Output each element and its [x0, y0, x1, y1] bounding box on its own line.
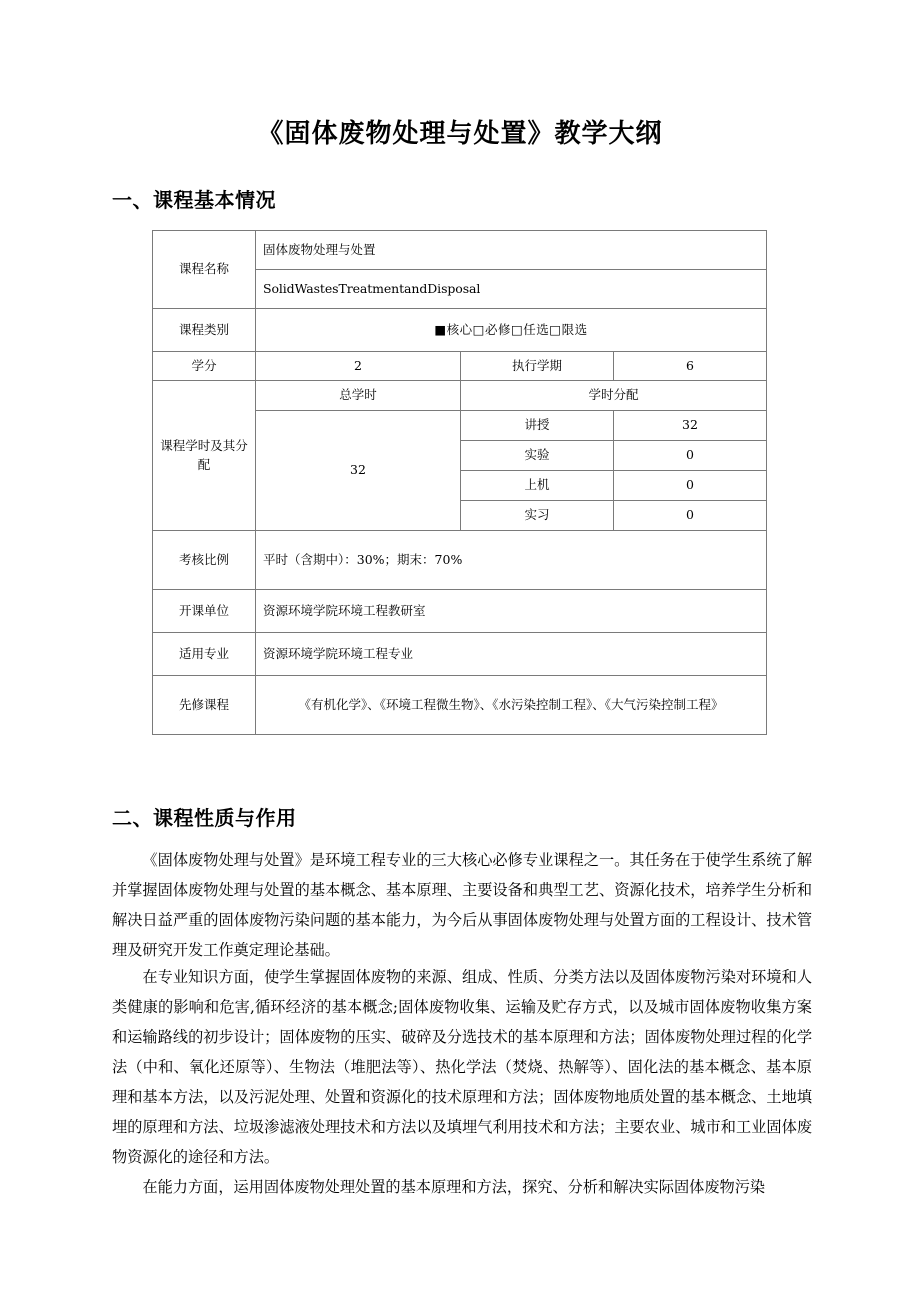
value-practice-hours: 0 — [614, 501, 767, 531]
label-experiment: 实验 — [461, 441, 614, 471]
table-row-assessment-ratio — [153, 531, 767, 590]
section-heading-basic-info: 一、课程基本情况 — [112, 188, 276, 212]
table-row-offering-unit — [153, 590, 767, 633]
value-prerequisite-courses: 《有机化学》、《环境工程微生物》、《水污染控制工程》、《大气污染控制工程》 — [256, 676, 767, 735]
value-credits: 2 — [256, 352, 461, 381]
value-lecture-hours: 32 — [614, 411, 767, 441]
value-course-category: ■核心□必修□任选□限选 — [256, 309, 767, 352]
paragraph-abilities: 在能力方面，运用固体废物处理处置的基本原理和方法，探究、分析和解决实际固体废物污染 — [142, 1178, 766, 1196]
table-row-prerequisite-courses — [153, 676, 767, 735]
label-course-name: 课程名称 — [153, 231, 256, 309]
label-total-hours: 总学时 — [256, 381, 461, 411]
value-assessment-ratio: 平时（含期中）：30%；期末：70% — [256, 531, 767, 590]
section-heading-nature-and-role: 二、课程性质与作用 — [112, 806, 297, 830]
label-hours-and-allocation: 课程学时及其分配 — [153, 381, 256, 531]
value-term: 6 — [614, 352, 767, 381]
label-assessment-ratio: 考核比例 — [153, 531, 256, 590]
value-course-name-en: SolidWastesTreatmentandDisposal — [256, 270, 767, 309]
table-row-course-name-cn — [153, 231, 767, 270]
label-practice: 实习 — [461, 501, 614, 531]
label-prerequisite-courses: 先修课程 — [153, 676, 256, 735]
label-lecture: 讲授 — [461, 411, 614, 441]
table-row-applicable-major — [153, 633, 767, 676]
label-credits: 学分 — [153, 352, 256, 381]
table-row-hours-header — [153, 381, 767, 411]
table-row-credits-term — [153, 352, 767, 381]
paragraph-professional-knowledge: 在专业知识方面，使学生掌握固体废物的来源、组成、性质、分类方法以及固体废物污染对环境和人类健康的影响和危害,循环经济的基本概念;固体废物收集、运输及贮存方式，以及城市固体废物收集方案和运输路线的初步设计；固体废物的压实、破碎及分选技术的基本原理和方法；固体废物处理过程的化学法（中和、氧化还原等）、生物法（堆肥法等）、热化学法（焚烧、热解等）、固化法的基本概念、基本原理和基本方法，以及污泥处理、处置和资源化的技术原理和方法；固体废物地质处置的基本概念、土地填埋的原理和方法、垃圾渗滤液处理技术和方法以及填埋气利用技术和方法；主要农业、城市和工业固体废物资源化的途径和方法。 — [112, 968, 812, 1166]
value-applicable-major: 资源环境学院环境工程专业 — [256, 633, 767, 676]
label-applicable-major: 适用专业 — [153, 633, 256, 676]
label-course-category: 课程类别 — [153, 309, 256, 352]
value-total-hours: 32 — [256, 411, 461, 531]
value-experiment-hours: 0 — [614, 441, 767, 471]
value-course-name-cn: 固体废物处理与处置 — [256, 231, 767, 270]
paragraph-course-overview: 《固体废物处理与处置》是环境工程专业的三大核心必修专业课程之一。其任务在于使学生系统了解并掌握固体废物处理与处置的基本概念、基本原理、主要设备和典型工艺、资源化技术，培养学生分析和解决日益严重的固体废物污染问题的基本能力，为今后从事固体废物处理与处置方面的工程设计、技术管理及研究开发工作奠定理论基础。 — [112, 851, 812, 959]
value-offering-unit: 资源环境学院环境工程教研室 — [256, 590, 767, 633]
page-title: 《固体废物处理与处置》教学大纲 — [257, 119, 663, 149]
value-computer-hours: 0 — [614, 471, 767, 501]
label-term: 执行学期 — [461, 352, 614, 381]
table-row-course-category — [153, 309, 767, 352]
label-offering-unit: 开课单位 — [153, 590, 256, 633]
label-hours-allocation: 学时分配 — [461, 381, 767, 411]
course-info-table — [152, 230, 767, 735]
label-computer: 上机 — [461, 471, 614, 501]
